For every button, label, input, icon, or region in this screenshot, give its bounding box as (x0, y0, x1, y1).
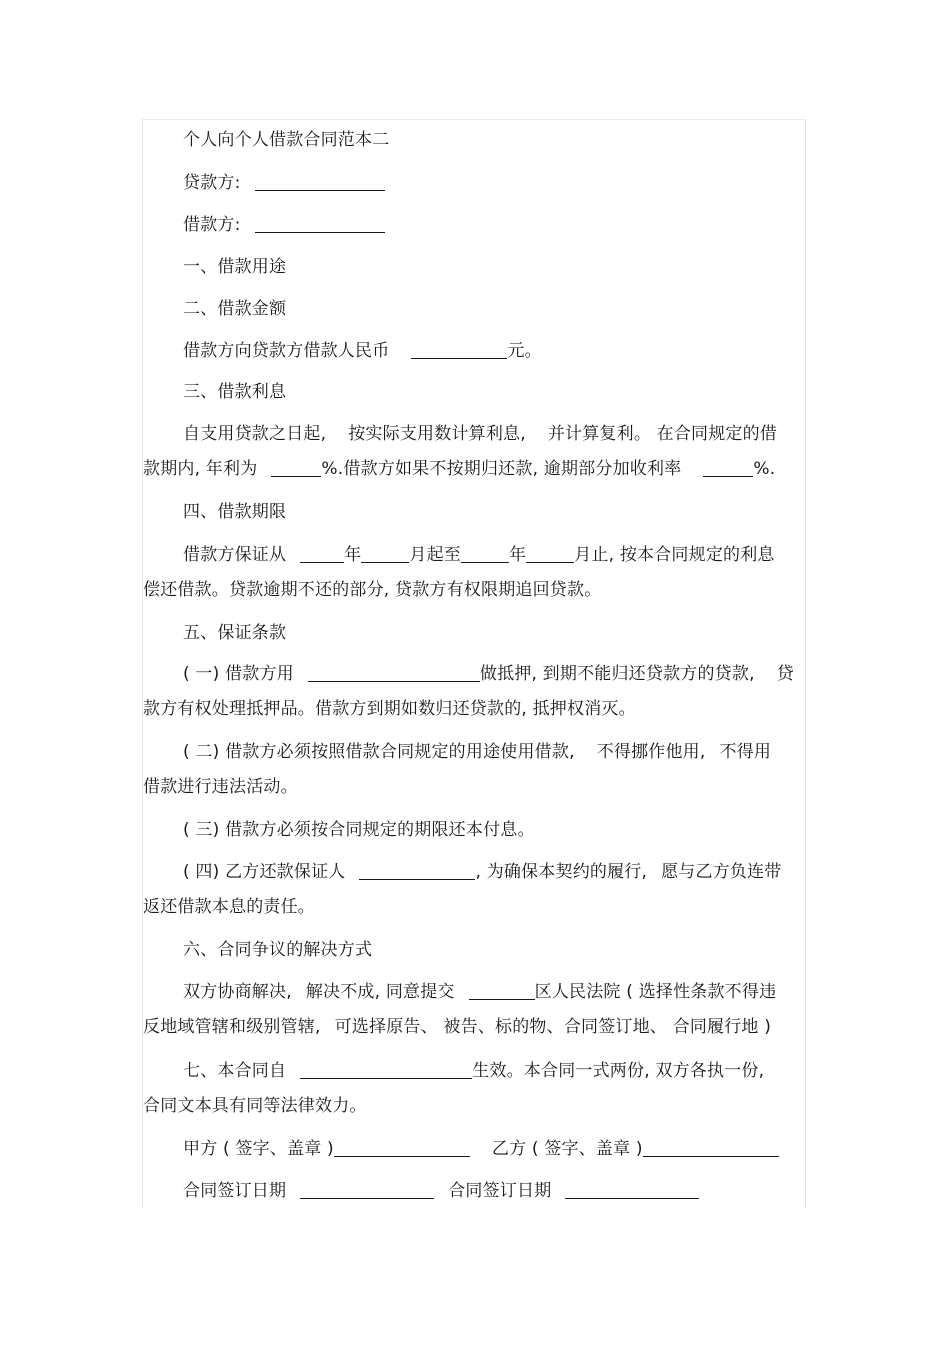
date-a-blank (300, 1178, 434, 1199)
guarantee-clause-1: ( 一) 借款方用 做抵押, 到期不能归还贷款方的贷款, 贷 款方有权处理抵押品。借款方到期如数归还贷款的, 抵押权消灭。 (143, 657, 845, 691)
party-b-signature-blank (643, 1136, 779, 1157)
guarantee-clause-4: ( 四) 乙方还款保证人 , 为确保本契约的履行, 愿与乙方负连带 返还借款本息的责任。 (143, 855, 845, 889)
section-heading: 二、借款金额 (183, 299, 287, 319)
guarantee-clause-3: ( 三) 借款方必须按合同规定的期限还本付息。 (183, 820, 535, 840)
borrower-line: 借款方: (143, 208, 845, 242)
dispute-clause: 双方协商解决, 解决不成, 同意提交 区人民法院 ( 选择性条款不得违 反地域管辖和级别管辖, 可选择原告、 被告、标的物、合同签订地、 合同履行地 ) (143, 975, 845, 1009)
collateral-blank (308, 661, 480, 682)
document-title: 个人向个人借款合同范本二 (183, 130, 390, 150)
penalty-rate-blank (703, 456, 753, 477)
date-b-blank (565, 1178, 699, 1199)
lender-blank (255, 170, 385, 191)
borrower-blank (255, 212, 385, 233)
effective-clause: 七、本合同自 生效。本合同一式两份, 双方各执一份, 合同文本具有同等法律效力。 (143, 1054, 845, 1088)
signing-date-line: 合同签订日期 合同签订日期 (143, 1174, 845, 1208)
rate-blank (271, 456, 321, 477)
lender-line: 贷款方: (143, 166, 845, 200)
signature-line: 甲方 ( 签字、盖章 ) 乙方 ( 签字、盖章 ) (143, 1132, 845, 1166)
section-heading: 四、借款期限 (183, 502, 287, 522)
section-heading: 一、借款用途 (183, 257, 287, 277)
party-a-signature-blank (334, 1136, 470, 1157)
term-clause: 借款方保证从 年 月起至 年 月止, 按本合同规定的利息 偿还借款。贷款逾期不还的部分, 贷款方有权限期追回贷款。 (143, 538, 845, 572)
amount-blank (411, 338, 507, 359)
interest-clause: 自支用贷款之日起, 按实际支用数计算利息, 并计算复利。 在合同规定的借 款期内, 年利为 %.借款方如果不按期归还款, 逾期部分加收利率 %. (143, 424, 778, 479)
effective-date-blank (300, 1058, 472, 1079)
amount-clause: 借款方向贷款方借款人民币 元。 (143, 334, 845, 368)
court-blank (469, 979, 535, 1000)
section-heading: 三、借款利息 (183, 382, 287, 402)
section-heading: 五、保证条款 (183, 623, 287, 643)
guarantee-clause-2: ( 二) 借款方必须按照借款合同规定的用途使用借款, 不得挪作他用, 不得用 借款进行违法活动。 (143, 742, 772, 797)
section-heading: 六、合同争议的解决方式 (183, 940, 373, 960)
guarantor-blank (359, 859, 475, 880)
